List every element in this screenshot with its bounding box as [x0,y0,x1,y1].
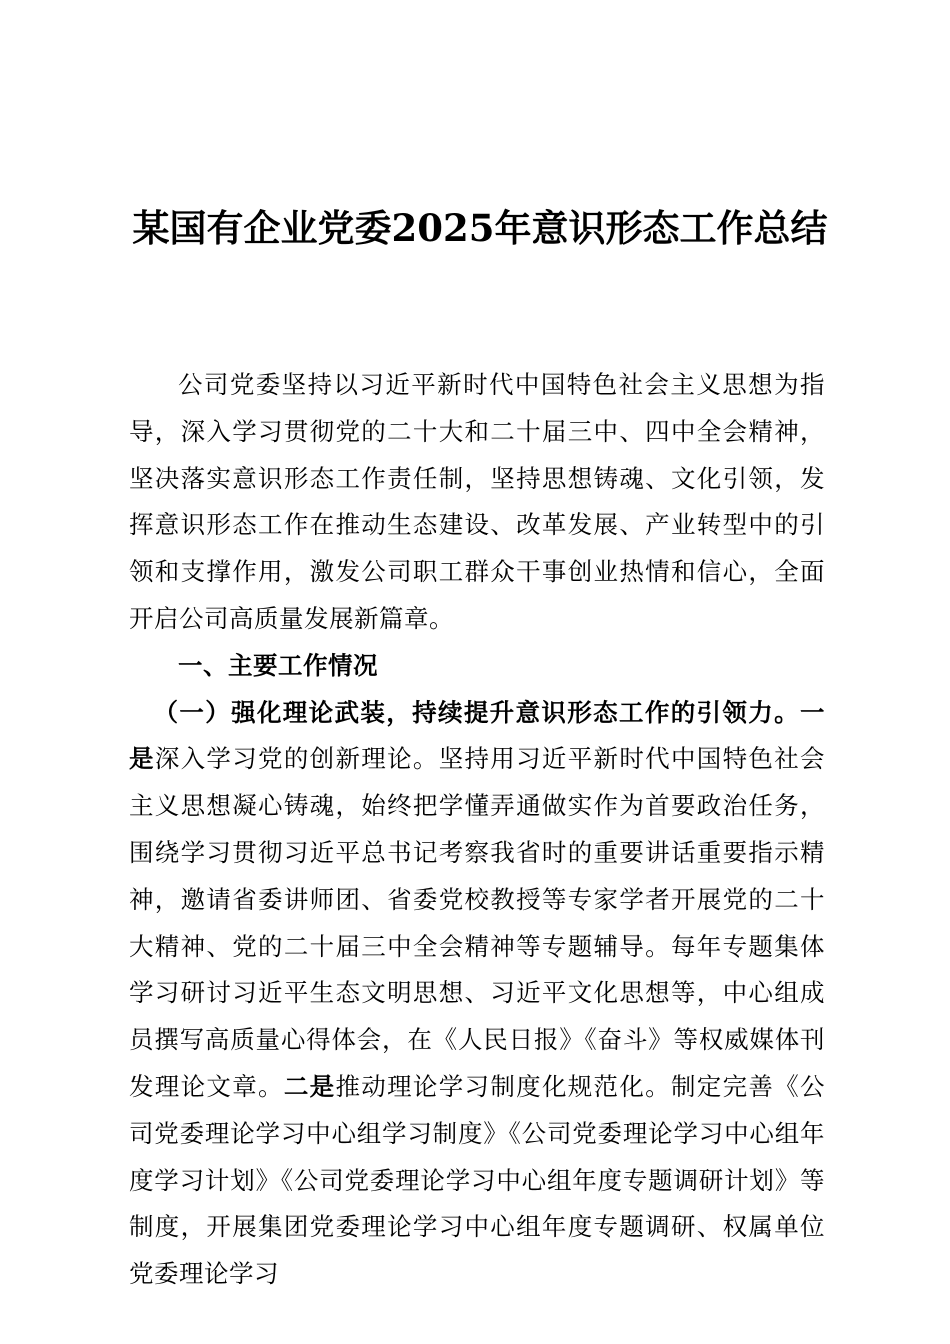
point-label-first: 一是 [129,697,825,774]
intro-paragraph: 公司党委坚持以习近平新时代中国特色社会主义思想为指导，深入学习贯彻党的二十大和二十届三中、四中全会精神，坚决落实意识形态工作责任制，坚持思想铸魂、文化引领，发挥意识形态工作在推动生态建设、改革发展、产业转型中的引领和支撑作用，激发公司职工群众干事创业热情和信心，全面开启公司高质量发展新篇章。 [129,370,825,633]
subsection-heading: （一）强化理论武装，持续提升意识形态工作的引领力。 [153,697,800,727]
point-text-first: 深入学习党的创新理论。坚持用习近平新时代中国特色社会主义思想凝心铸魂，始终把学懂弄通做实作为首要政治任务，围绕学习贯彻习近平总书记考察我省时的重要讲话重要指示精神，邀请省委讲师团、省委党校教授等专家学者开展党的二十大精神、党的二十届三中全会精神等专题辅导。每年专题集体学习研讨习近平生态文明思想、习近平文化思想等，中心组成员撰写高质量心得体会，在《人民日报》《奋斗》等权威媒体刊发理论文章。 [129,744,826,1101]
document-body [129,362,825,1298]
section-heading-main-work: 一、主要工作情况 [178,650,378,680]
point-text-second: 推动理论学习制度化规范化。制定完善《公司党委理论学习中心组学习制度》《公司党委理论学习中心组年度学习计划》《公司党委理论学习中心组年度专题调研计划》等制度，开展集团党委理论学习中心组年度专题调研、权属单位党委理论学习 [129,1071,826,1289]
subsection-paragraph-theory [129,690,825,1298]
document-title: 某国有企业党委2025年意识形态工作总结 [132,206,828,250]
point-label-second: 二是 [283,1071,336,1101]
